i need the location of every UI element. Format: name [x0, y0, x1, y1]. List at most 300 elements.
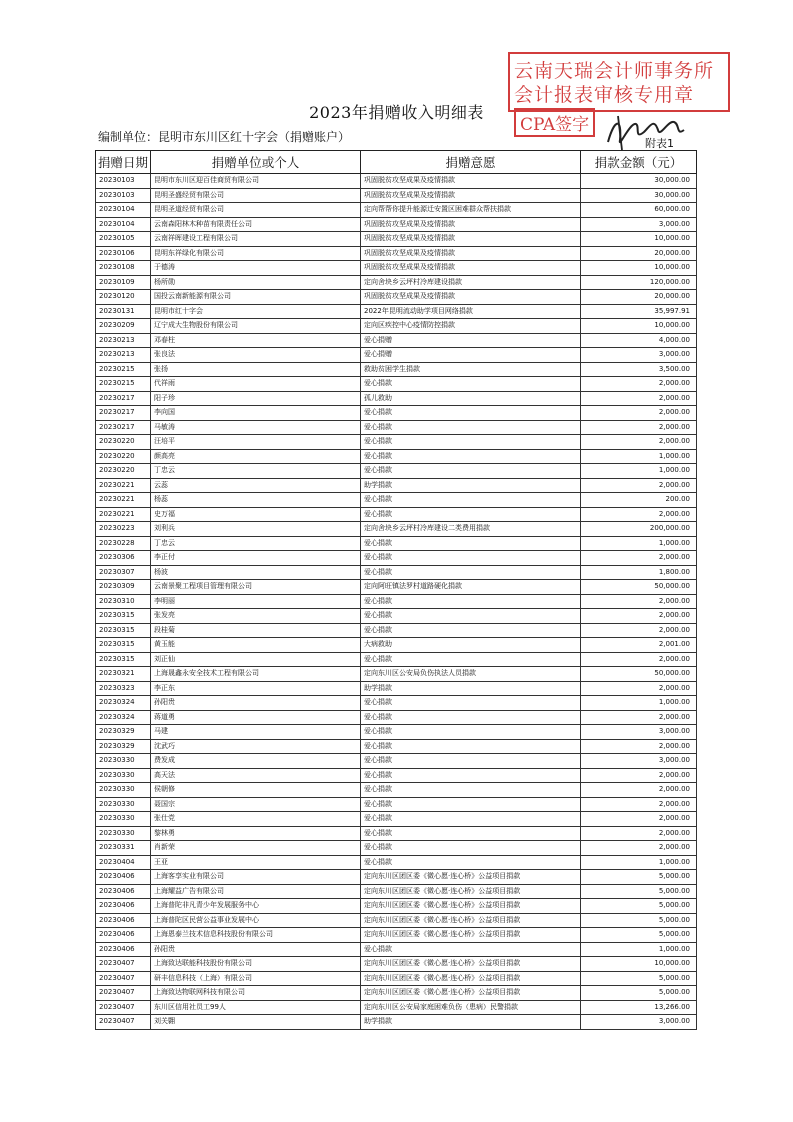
- table-row: [96, 261, 697, 276]
- table-row: [96, 768, 697, 783]
- table-row: [96, 928, 697, 943]
- row-donor: 上海致达物联网科技有限公司: [151, 986, 361, 1001]
- row-date: 20230103: [96, 174, 151, 189]
- row-donor: 黎林勇: [151, 826, 361, 841]
- row-date: 20230321: [96, 667, 151, 682]
- row-intent: 爱心捐款: [361, 420, 581, 435]
- table-row: [96, 348, 697, 363]
- table-row: [96, 826, 697, 841]
- table-row: [96, 623, 697, 638]
- row-intent: 爱心捐款: [361, 449, 581, 464]
- table-row: [96, 435, 697, 450]
- row-date: 20230315: [96, 623, 151, 638]
- row-donor: 段桂菊: [151, 623, 361, 638]
- row-intent: 助学捐款: [361, 1015, 581, 1030]
- row-amount: 200,000.00: [581, 522, 697, 537]
- row-date: 20230220: [96, 464, 151, 479]
- row-donor: 侯朝修: [151, 783, 361, 798]
- table-row: [96, 478, 697, 493]
- row-amount: 60,000.00: [581, 203, 697, 218]
- row-intent: 助学捐款: [361, 478, 581, 493]
- table-row: [96, 783, 697, 798]
- row-donor: 上海普陀非凡青少年发展服务中心: [151, 899, 361, 914]
- row-amount: 2,000.00: [581, 841, 697, 856]
- row-date: 20230120: [96, 290, 151, 305]
- row-date: 20230406: [96, 870, 151, 885]
- row-date: 20230330: [96, 768, 151, 783]
- row-intent: 爱心捐款: [361, 783, 581, 798]
- row-intent: 巩固脱贫攻坚成果及疫情捐款: [361, 246, 581, 261]
- row-intent: 爱心捐款: [361, 464, 581, 479]
- table-row: [96, 957, 697, 972]
- row-intent: 爱心捐款: [361, 725, 581, 740]
- row-amount: 2,000.00: [581, 406, 697, 421]
- table-row: [96, 290, 697, 305]
- row-amount: 3,500.00: [581, 362, 697, 377]
- table-row: [96, 333, 697, 348]
- row-donor: 刘关翾: [151, 1015, 361, 1030]
- table-row: [96, 841, 697, 856]
- row-intent: 2022年昆明流动助学项目网络捐款: [361, 304, 581, 319]
- stamp-line-2: 会计报表审核专用章: [514, 84, 695, 106]
- table-row: [96, 884, 697, 899]
- row-amount: 2,000.00: [581, 420, 697, 435]
- row-donor: 云南景聚工程项目管理有限公司: [151, 580, 361, 595]
- row-intent: 定向舍块乡云坪村冷库建设二类费用捐款: [361, 522, 581, 537]
- row-amount: 30,000.00: [581, 174, 697, 189]
- row-date: 20230108: [96, 261, 151, 276]
- row-date: 20230131: [96, 304, 151, 319]
- row-amount: 5,000.00: [581, 928, 697, 943]
- row-date: 20230309: [96, 580, 151, 595]
- row-date: 20230220: [96, 435, 151, 450]
- row-intent: 爱心捐款: [361, 536, 581, 551]
- table-row: [96, 493, 697, 508]
- table-row: [96, 696, 697, 711]
- row-amount: 120,000.00: [581, 275, 697, 290]
- row-intent: 定向东川区公安局负伤执法人员捐款: [361, 667, 581, 682]
- row-amount: 50,000.00: [581, 580, 697, 595]
- table-row: [96, 551, 697, 566]
- page-title: 2023年捐赠收入明细表: [309, 103, 484, 122]
- row-donor: 昆明市东川区迎百佳商贸有限公司: [151, 174, 361, 189]
- row-date: 20230221: [96, 507, 151, 522]
- row-donor: 杨波: [151, 565, 361, 580]
- table-row: [96, 232, 697, 247]
- row-date: 20230220: [96, 449, 151, 464]
- table-row: [96, 1000, 697, 1015]
- row-amount: 2,000.00: [581, 551, 697, 566]
- row-donor: 阳子珍: [151, 391, 361, 406]
- row-amount: 3,000.00: [581, 1015, 697, 1030]
- row-intent: 定向东川区团区委《微心愿·连心桥》公益项目捐款: [361, 870, 581, 885]
- row-date: 20230329: [96, 739, 151, 754]
- table-row: [96, 174, 697, 189]
- row-amount: 1,000.00: [581, 464, 697, 479]
- row-intent: 定向东川区团区委《微心愿·连心桥》公益项目捐款: [361, 928, 581, 943]
- row-amount: 50,000.00: [581, 667, 697, 682]
- row-date: 20230330: [96, 783, 151, 798]
- row-amount: 2,000.00: [581, 377, 697, 392]
- table-header-row: [96, 151, 697, 174]
- row-date: 20230215: [96, 362, 151, 377]
- row-donor: 辽宁成大生物股份有限公司: [151, 319, 361, 334]
- row-donor: 李向国: [151, 406, 361, 421]
- row-donor: 丁忠云: [151, 464, 361, 479]
- table-row: [96, 710, 697, 725]
- row-donor: 费发成: [151, 754, 361, 769]
- row-amount: 1,000.00: [581, 449, 697, 464]
- row-intent: 定向东川区团区委《微心愿·连心桥》公益项目捐款: [361, 957, 581, 972]
- header-date: 捐赠日期: [96, 151, 151, 174]
- row-intent: 爱心捐款: [361, 754, 581, 769]
- row-donor: 云南森阳林木种苗有限责任公司: [151, 217, 361, 232]
- donation-table: [95, 150, 697, 1030]
- table-row: [96, 304, 697, 319]
- row-amount: 5,000.00: [581, 971, 697, 986]
- row-amount: 2,000.00: [581, 812, 697, 827]
- row-donor: 于德涛: [151, 261, 361, 276]
- row-date: 20230407: [96, 1000, 151, 1015]
- row-intent: 爱心捐款: [361, 855, 581, 870]
- row-date: 20230228: [96, 536, 151, 551]
- table-row: [96, 913, 697, 928]
- row-amount: 10,000.00: [581, 319, 697, 334]
- table-row: [96, 986, 697, 1001]
- row-intent: 定向东川区团区委《微心愿·连心桥》公益项目捐款: [361, 899, 581, 914]
- row-amount: 3,000.00: [581, 725, 697, 740]
- row-amount: 2,000.00: [581, 609, 697, 624]
- row-amount: 5,000.00: [581, 870, 697, 885]
- row-intent: 爱心捐款: [361, 623, 581, 638]
- table-row: [96, 812, 697, 827]
- row-intent: 巩固脱贫攻坚成果及疫情捐款: [361, 217, 581, 232]
- table-row: [96, 464, 697, 479]
- row-date: 20230213: [96, 348, 151, 363]
- row-intent: 爱心捐款: [361, 768, 581, 783]
- row-donor: 代祥雨: [151, 377, 361, 392]
- row-donor: 研丰信息科技（上海）有限公司: [151, 971, 361, 986]
- row-intent: 巩固脱贫攻坚成果及疫情捐款: [361, 290, 581, 305]
- row-amount: 2,000.00: [581, 826, 697, 841]
- row-intent: 救助贫困学生捐款: [361, 362, 581, 377]
- row-date: 20230323: [96, 681, 151, 696]
- row-intent: 定向帮帮你提升能源迁安置区困难群众帮扶捐款: [361, 203, 581, 218]
- row-date: 20230407: [96, 986, 151, 1001]
- table-row: [96, 594, 697, 609]
- table-row: [96, 275, 697, 290]
- row-donor: 张仕党: [151, 812, 361, 827]
- row-amount: 2,000.00: [581, 435, 697, 450]
- row-amount: 1,000.00: [581, 855, 697, 870]
- row-amount: 2,000.00: [581, 652, 697, 667]
- table-row: [96, 899, 697, 914]
- table-row: [96, 870, 697, 885]
- table-row: [96, 377, 697, 392]
- row-intent: 巩固脱贫攻坚成果及疫情捐款: [361, 261, 581, 276]
- row-intent: 爱心捐款: [361, 435, 581, 450]
- table-row: [96, 391, 697, 406]
- table-row: [96, 667, 697, 682]
- row-amount: 3,000.00: [581, 348, 697, 363]
- table-row: [96, 681, 697, 696]
- row-amount: 3,000.00: [581, 754, 697, 769]
- row-donor: 张扬: [151, 362, 361, 377]
- row-donor: 上海耀益广告有限公司: [151, 884, 361, 899]
- table-row: [96, 739, 697, 754]
- row-intent: 爱心捐款: [361, 609, 581, 624]
- row-date: 20230324: [96, 710, 151, 725]
- row-date: 20230406: [96, 928, 151, 943]
- row-date: 20230324: [96, 696, 151, 711]
- header-intent: 捐赠意愿: [361, 151, 581, 174]
- row-donor: 杨蕊: [151, 493, 361, 508]
- row-intent: 爱心捐赠: [361, 333, 581, 348]
- row-date: 20230330: [96, 754, 151, 769]
- row-donor: 昆明市红十字会: [151, 304, 361, 319]
- row-donor: 刘利兵: [151, 522, 361, 537]
- row-amount: 35,997.91: [581, 304, 697, 319]
- row-donor: 张发亮: [151, 609, 361, 624]
- table-row: [96, 522, 697, 537]
- row-donor: 黄玉能: [151, 638, 361, 653]
- row-intent: 爱心捐款: [361, 507, 581, 522]
- row-date: 20230104: [96, 203, 151, 218]
- row-intent: 定向东川区公安局家庭困难负伤（患病）民警捐款: [361, 1000, 581, 1015]
- row-donor: 颜高亮: [151, 449, 361, 464]
- row-date: 20230104: [96, 217, 151, 232]
- row-donor: 东川区信用社员工99人: [151, 1000, 361, 1015]
- table-row: [96, 420, 697, 435]
- row-date: 20230406: [96, 899, 151, 914]
- row-intent: 爱心捐款: [361, 377, 581, 392]
- row-donor: 昆明圣道经贸有限公司: [151, 203, 361, 218]
- row-date: 20230407: [96, 971, 151, 986]
- row-date: 20230221: [96, 493, 151, 508]
- row-donor: 国投云南新能源有限公司: [151, 290, 361, 305]
- row-amount: 10,000.00: [581, 957, 697, 972]
- row-donor: 上海致达联能科技股份有限公司: [151, 957, 361, 972]
- row-intent: 爱心捐款: [361, 826, 581, 841]
- table-row: [96, 725, 697, 740]
- row-amount: 2,000.00: [581, 739, 697, 754]
- row-donor: 史万福: [151, 507, 361, 522]
- row-donor: 上海晟鑫永安全技术工程有限公司: [151, 667, 361, 682]
- row-amount: 2,000.00: [581, 797, 697, 812]
- table-row: [96, 754, 697, 769]
- row-amount: 1,000.00: [581, 942, 697, 957]
- row-date: 20230221: [96, 478, 151, 493]
- row-intent: 爱心捐款: [361, 739, 581, 754]
- row-date: 20230306: [96, 551, 151, 566]
- table-row: [96, 188, 697, 203]
- table-row: [96, 942, 697, 957]
- row-amount: 2,000.00: [581, 783, 697, 798]
- row-date: 20230105: [96, 232, 151, 247]
- row-intent: 定向东川区团区委《微心愿·连心桥》公益项目捐款: [361, 986, 581, 1001]
- row-date: 20230209: [96, 319, 151, 334]
- row-amount: 2,000.00: [581, 594, 697, 609]
- row-intent: 定向东川区团区委《微心愿·连心桥》公益项目捐款: [361, 971, 581, 986]
- table-row: [96, 449, 697, 464]
- table-row: [96, 246, 697, 261]
- row-donor: 孙阳贵: [151, 696, 361, 711]
- row-date: 20230315: [96, 638, 151, 653]
- row-amount: 200.00: [581, 493, 697, 508]
- row-intent: 爱心捐赠: [361, 348, 581, 363]
- row-donor: 李正东: [151, 681, 361, 696]
- row-intent: 爱心捐款: [361, 812, 581, 827]
- row-intent: 爱心捐款: [361, 565, 581, 580]
- table-row: [96, 319, 697, 334]
- stamp-line-1: 云南天瑞会计师事务所: [514, 60, 715, 82]
- row-date: 20230217: [96, 391, 151, 406]
- row-amount: 4,000.00: [581, 333, 697, 348]
- row-donor: 聂国宗: [151, 797, 361, 812]
- row-date: 20230329: [96, 725, 151, 740]
- row-intent: 巩固脱贫攻坚成果及疫情捐款: [361, 232, 581, 247]
- row-date: 20230406: [96, 884, 151, 899]
- row-intent: 孤儿救助: [361, 391, 581, 406]
- row-date: 20230307: [96, 565, 151, 580]
- row-amount: 1,800.00: [581, 565, 697, 580]
- row-donor: 邓春柱: [151, 333, 361, 348]
- row-amount: 20,000.00: [581, 290, 697, 305]
- table-row: [96, 797, 697, 812]
- row-amount: 1,000.00: [581, 696, 697, 711]
- row-date: 20230315: [96, 609, 151, 624]
- row-donor: 昆明圣盛经贸有限公司: [151, 188, 361, 203]
- row-donor: 上海客享实业有限公司: [151, 870, 361, 885]
- row-date: 20230331: [96, 841, 151, 856]
- row-intent: 定向舍块乡云坪村冷库建设捐款: [361, 275, 581, 290]
- row-amount: 30,000.00: [581, 188, 697, 203]
- row-donor: 云南祥晖建设工程有限公司: [151, 232, 361, 247]
- row-intent: 定向阿旺镇法罗村道路硬化捐款: [361, 580, 581, 595]
- row-donor: 肖新荣: [151, 841, 361, 856]
- row-donor: 高天法: [151, 768, 361, 783]
- row-intent: 定向东川区团区委《微心愿·连心桥》公益项目捐款: [361, 913, 581, 928]
- row-date: 20230109: [96, 275, 151, 290]
- row-amount: 2,000.00: [581, 507, 697, 522]
- row-donor: 汪培平: [151, 435, 361, 450]
- row-amount: 2,000.00: [581, 478, 697, 493]
- row-date: 20230330: [96, 797, 151, 812]
- row-donor: 李正付: [151, 551, 361, 566]
- row-intent: 巩固脱贫攻坚成果及疫情捐款: [361, 174, 581, 189]
- row-donor: 云蕊: [151, 478, 361, 493]
- row-intent: 爱心捐款: [361, 696, 581, 711]
- header-donor: 捐赠单位或个人: [151, 151, 361, 174]
- attachment-label: 附表1: [645, 137, 674, 150]
- table-row: [96, 855, 697, 870]
- table-row: [96, 652, 697, 667]
- org-label: 编制单位：昆明市东川区红十字会（捐赠账户）: [98, 130, 351, 144]
- table-row: [96, 580, 697, 595]
- row-donor: 杨所勋: [151, 275, 361, 290]
- row-date: 20230330: [96, 826, 151, 841]
- header-amount: 捐款金额（元）: [581, 151, 697, 174]
- table-row: [96, 971, 697, 986]
- row-intent: 爱心捐款: [361, 551, 581, 566]
- row-intent: 巩固脱贫攻坚成果及疫情捐款: [361, 188, 581, 203]
- table-row: [96, 507, 697, 522]
- row-intent: 爱心捐款: [361, 797, 581, 812]
- row-date: 20230407: [96, 957, 151, 972]
- row-date: 20230223: [96, 522, 151, 537]
- table-row: [96, 609, 697, 624]
- row-amount: 2,000.00: [581, 391, 697, 406]
- row-date: 20230406: [96, 913, 151, 928]
- row-donor: 马敏涛: [151, 420, 361, 435]
- row-amount: 1,000.00: [581, 536, 697, 551]
- row-amount: 5,000.00: [581, 986, 697, 1001]
- row-donor: 上海恩泰兰技术信息科技股份有限公司: [151, 928, 361, 943]
- table-row: [96, 362, 697, 377]
- row-donor: 张良法: [151, 348, 361, 363]
- table-row: [96, 217, 697, 232]
- row-intent: 爱心捐款: [361, 652, 581, 667]
- row-intent: 爱心捐款: [361, 710, 581, 725]
- row-amount: 2,000.00: [581, 681, 697, 696]
- row-date: 20230217: [96, 420, 151, 435]
- row-amount: 5,000.00: [581, 913, 697, 928]
- row-date: 20230406: [96, 942, 151, 957]
- row-amount: 2,001.00: [581, 638, 697, 653]
- row-intent: 爱心捐款: [361, 942, 581, 957]
- row-amount: 2,000.00: [581, 623, 697, 638]
- stamp-cpa-box: CPA签字: [514, 108, 595, 137]
- row-amount: 2,000.00: [581, 710, 697, 725]
- row-intent: 爱心捐款: [361, 594, 581, 609]
- row-donor: 上海普陀区民营公益事业发展中心: [151, 913, 361, 928]
- row-amount: 10,000.00: [581, 232, 697, 247]
- row-amount: 2,000.00: [581, 768, 697, 783]
- row-amount: 3,000.00: [581, 217, 697, 232]
- row-donor: 王亚: [151, 855, 361, 870]
- row-donor: 刘正仙: [151, 652, 361, 667]
- row-intent: 大病救助: [361, 638, 581, 653]
- row-donor: 沈武巧: [151, 739, 361, 754]
- row-intent: 爱心捐款: [361, 406, 581, 421]
- row-date: 20230407: [96, 1015, 151, 1030]
- row-date: 20230213: [96, 333, 151, 348]
- row-donor: 李明丽: [151, 594, 361, 609]
- row-date: 20230103: [96, 188, 151, 203]
- row-amount: 13,266.00: [581, 1000, 697, 1015]
- table-row: [96, 536, 697, 551]
- row-date: 20230404: [96, 855, 151, 870]
- row-date: 20230315: [96, 652, 151, 667]
- table-row: [96, 638, 697, 653]
- row-amount: 10,000.00: [581, 261, 697, 276]
- row-donor: 丁忠云: [151, 536, 361, 551]
- row-date: 20230215: [96, 377, 151, 392]
- row-amount: 5,000.00: [581, 899, 697, 914]
- row-intent: 定向区疾控中心疫情防控捐款: [361, 319, 581, 334]
- row-intent: 助学捐款: [361, 681, 581, 696]
- row-date: 20230330: [96, 812, 151, 827]
- row-intent: 爱心捐款: [361, 841, 581, 856]
- table-row: [96, 203, 697, 218]
- row-intent: 定向东川区团区委《微心愿·连心桥》公益项目捐款: [361, 884, 581, 899]
- row-date: 20230217: [96, 406, 151, 421]
- table-row: [96, 1015, 697, 1030]
- row-donor: 蒋道勇: [151, 710, 361, 725]
- row-donor: 昆明东祥绿化有限公司: [151, 246, 361, 261]
- row-amount: 20,000.00: [581, 246, 697, 261]
- table-row: [96, 406, 697, 421]
